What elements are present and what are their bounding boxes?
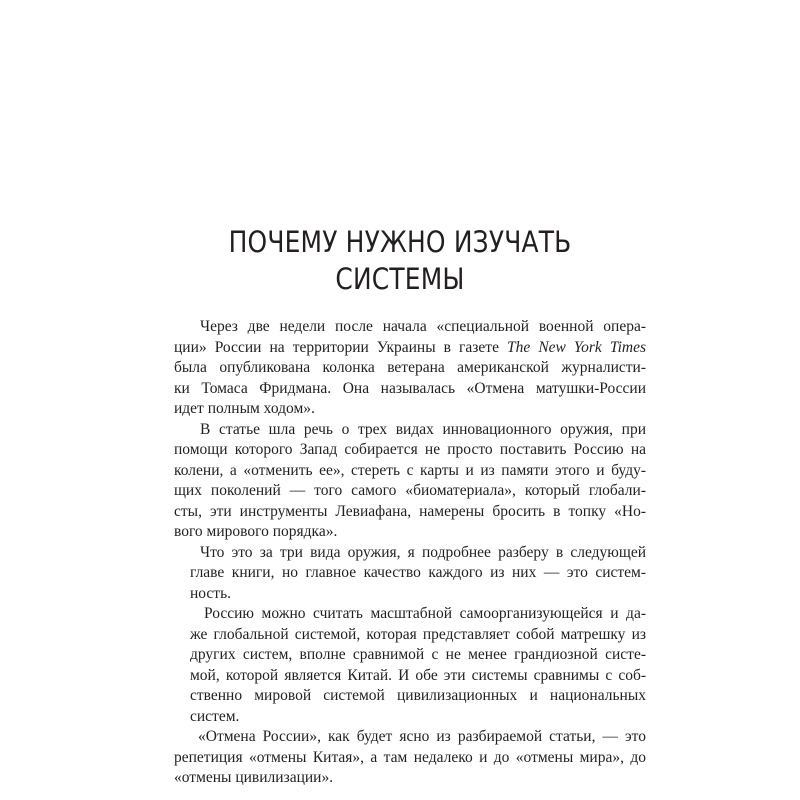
text-line: Что это за три вида оружия, я подробнее разберу в следующей <box>200 543 646 561</box>
text-line: В статье шла речь о трех видах инновационного оружия, при <box>200 420 646 438</box>
chapter-title-line-2: СИСТЕМЫ <box>335 262 465 296</box>
chapter-title <box>56 224 744 298</box>
text-line: главе книги, но главное качество каждого из них — это систем- <box>190 564 646 581</box>
newspaper-name: The New York Times <box>507 338 647 356</box>
text-line: сты, эти инструменты Левиафана, намерены бросить в топку «Но- <box>174 502 646 520</box>
text-line: Россию можно считать масштабной самоорганизующейся и да- <box>204 605 646 622</box>
body-text <box>174 317 646 789</box>
text-line: ственно мировой системой цивилизационных и национальных <box>190 687 646 704</box>
paragraph-2 <box>174 420 646 543</box>
text-line: вого мирового порядка». <box>174 523 338 540</box>
text-line: же глобальной системой, которая представляет собой матрешку из <box>190 625 646 643</box>
paragraph-1 <box>174 317 646 420</box>
text-line: других систем, вполне сравнимой с не менее грандиозной систе- <box>190 646 646 663</box>
paragraph-3 <box>174 543 646 605</box>
text-line: была опубликована колонка ветерана американской журналисти- <box>174 359 646 376</box>
text-fragment: ции» России на территории Украины в газете <box>174 338 499 356</box>
paragraph-5 <box>174 727 646 789</box>
text-line: идет полным ходом». <box>174 400 315 417</box>
text-line: колени, а «отменить ее», стереть с карты и из памяти этого и буду- <box>174 461 646 479</box>
paragraph-4 <box>174 604 646 727</box>
text-line: «отмены цивилизации». <box>174 769 334 786</box>
text-line: ность. <box>190 584 232 602</box>
text-line: систем. <box>190 707 240 725</box>
chapter-title-line-1: ПОЧЕМУ НУЖНО ИЗУЧАТЬ <box>228 225 572 259</box>
text-line: щих поколений — того самого «биоматериала», который глобали- <box>174 482 646 499</box>
text-line: «Отмена России», как будет ясно из разбираемой статьи, — это <box>198 728 646 745</box>
text-line: репетиция «отмены Китая», а там недалеко и до «отмены мира», до <box>174 748 646 766</box>
text-line: помощи которого Запад собирается не просто поставить Россию на <box>174 441 646 458</box>
text-line: ки Томаса Фридмана. Она называлась «Отмена матушки-России <box>174 379 646 397</box>
text-line <box>174 338 646 359</box>
text-line: Через две недели после начала «специальной военной опера- <box>200 318 646 335</box>
text-line: мой, которой является Китай. И обе эти системы сравнимы с соб- <box>190 666 646 684</box>
